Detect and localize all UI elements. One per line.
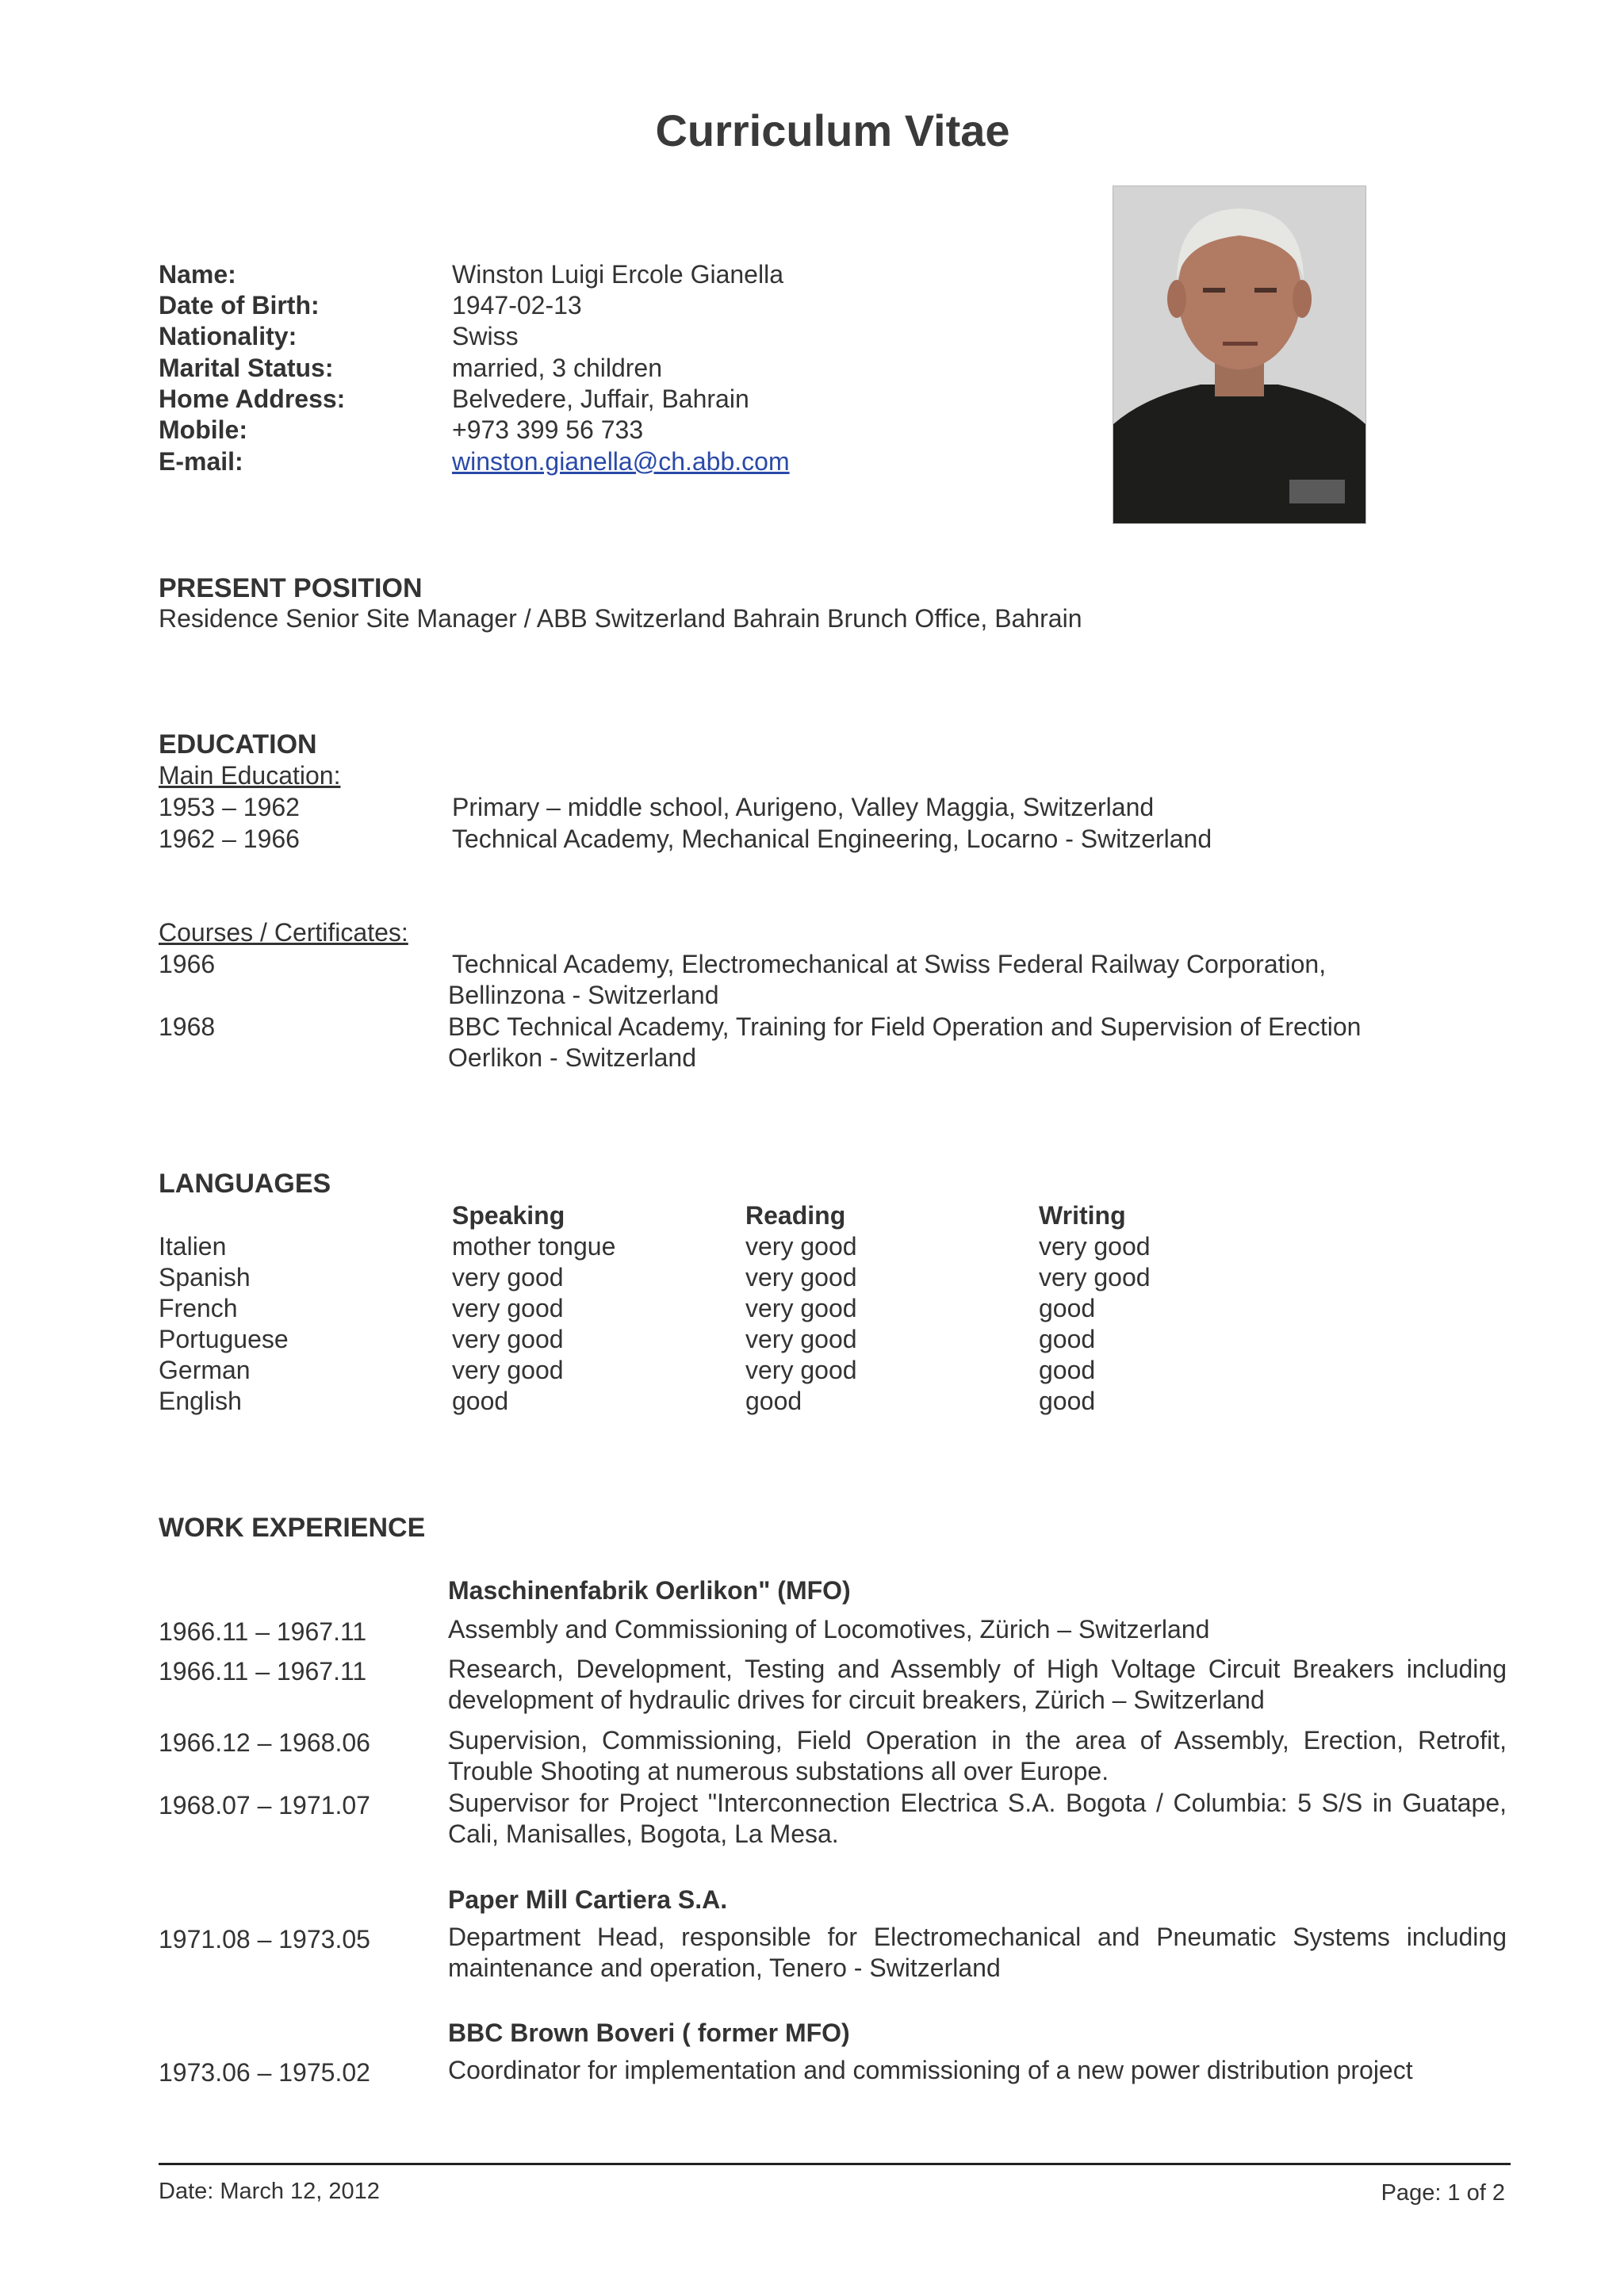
present-position-heading: PRESENT POSITION: [159, 573, 423, 603]
languages-heading: LANGUAGES: [159, 1169, 331, 1199]
writing-level: good: [1039, 1387, 1096, 1415]
name-value: Winston Luigi Ercole Gianella: [452, 260, 783, 289]
education-years: 1962 – 1966: [159, 825, 300, 853]
marital-status-label: Marital Status:: [159, 354, 334, 382]
language-name: Portuguese: [159, 1325, 289, 1353]
work-dates: 1973.06 – 1975.02: [159, 2058, 370, 2087]
reading-level: very good: [745, 1263, 857, 1292]
work-dates: 1968.07 – 1971.07: [159, 1791, 370, 1820]
marital-status-value: married, 3 children: [452, 354, 662, 382]
education-desc: Primary – middle school, Aurigeno, Valley Maggia, Switzerland: [452, 793, 1155, 821]
work-dates: 1971.08 – 1973.05: [159, 1925, 370, 1954]
work-description: Coordinator for implementation and commissioning of a new power distribution project: [448, 2056, 1413, 2084]
email-label: E-mail:: [159, 447, 243, 476]
reading-level: good: [745, 1387, 802, 1415]
document-title: Curriculum Vitae: [655, 105, 1010, 155]
footer-date: Date: March 12, 2012: [159, 2179, 380, 2204]
portrait-image: [1113, 186, 1365, 523]
dob-label: Date of Birth:: [159, 291, 320, 320]
writing-level: very good: [1039, 1232, 1151, 1261]
education-years: 1953 – 1962: [159, 793, 300, 821]
work-dates: 1966.12 – 1968.06: [159, 1728, 370, 1757]
reading-level: very good: [745, 1356, 857, 1384]
company-name: Maschinenfabrik Oerlikon" (MFO): [448, 1576, 851, 1605]
portrait-photo: [1113, 186, 1366, 524]
speaking-level: good: [452, 1387, 509, 1415]
company-name: Paper Mill Cartiera S.A.: [448, 1885, 728, 1914]
work-experience-heading: WORK EXPERIENCE: [159, 1513, 426, 1543]
main-education-label: Main Education:: [159, 761, 341, 790]
footer-page-number: Page: 1 of 2: [1381, 2180, 1505, 2206]
work-description: Research, Development, Testing and Assembly of High Voltage Circuit Breakers including development of hydraulic drives for circuit breakers, Zürich – Switzerland: [448, 1655, 1507, 1714]
home-address-label: Home Address:: [159, 385, 346, 413]
speaking-level: very good: [452, 1294, 564, 1322]
language-name: Spanish: [159, 1263, 251, 1292]
course-year: 1968: [159, 1012, 216, 1041]
speaking-level: mother tongue: [452, 1232, 616, 1261]
nationality-value: Swiss: [452, 322, 519, 350]
courses-certificates-label: Courses / Certificates:: [159, 918, 408, 947]
education-desc: Technical Academy, Mechanical Engineering, Locarno - Switzerland: [452, 825, 1212, 853]
work-dates: 1966.11 – 1967.11: [159, 1657, 367, 1686]
course-desc: Technical Academy, Electromechanical at Swiss Federal Railway Corporation,: [452, 950, 1327, 978]
speaking-level: very good: [452, 1325, 564, 1353]
language-name: English: [159, 1387, 242, 1415]
company-name: BBC Brown Boveri ( former MFO): [448, 2019, 850, 2047]
email-link[interactable]: winston.gianella@ch.abb.com: [452, 447, 790, 476]
writing-level: good: [1039, 1294, 1096, 1322]
reading-level: very good: [745, 1325, 857, 1353]
reading-level: very good: [745, 1294, 857, 1322]
reading-header: Reading: [745, 1201, 846, 1230]
speaking-level: very good: [452, 1263, 564, 1292]
mobile-label: Mobile:: [159, 415, 247, 444]
work-description: Department Head, responsible for Electromechanical and Pneumatic Systems including maintenance and operation, Tenero - Switzerland: [448, 1923, 1507, 1982]
present-position-text: Residence Senior Site Manager / ABB Switzerland Bahrain Brunch Office, Bahrain: [159, 604, 1082, 633]
nationality-label: Nationality:: [159, 322, 297, 350]
course-year: 1966: [159, 950, 216, 978]
course-desc: BBC Technical Academy, Training for Field Operation and Supervision of Erection: [448, 1012, 1362, 1041]
course-desc-continued: Oerlikon - Switzerland: [448, 1043, 696, 1072]
speaking-header: Speaking: [452, 1201, 565, 1230]
work-description: Supervisor for Project "Interconnection Electrica S.A. Bogota / Columbia: 5 S/S in Guatape, Cali, Manisalles, Bogota, La Mesa.: [448, 1789, 1507, 1848]
work-description: Assembly and Commissioning of Locomotives, Zürich – Switzerland: [448, 1615, 1210, 1644]
language-name: Italien: [159, 1232, 227, 1261]
writing-level: good: [1039, 1325, 1096, 1353]
writing-header: Writing: [1039, 1201, 1126, 1230]
footer-divider: [159, 2163, 1511, 2165]
name-label: Name:: [159, 260, 236, 289]
language-name: French: [159, 1294, 238, 1322]
speaking-level: very good: [452, 1356, 564, 1384]
mobile-value: +973 399 56 733: [452, 415, 644, 444]
home-address-value: Belvedere, Juffair, Bahrain: [452, 385, 749, 413]
writing-level: good: [1039, 1356, 1096, 1384]
work-dates: 1966.11 – 1967.11: [159, 1617, 367, 1646]
language-name: German: [159, 1356, 251, 1384]
work-description: Supervision, Commissioning, Field Operation in the area of Assembly, Erection, Retrofit, Trouble Shooting at numerous substations all over Europe.: [448, 1726, 1507, 1785]
course-desc-continued: Bellinzona - Switzerland: [448, 981, 719, 1009]
dob-value: 1947-02-13: [452, 291, 582, 320]
writing-level: very good: [1039, 1263, 1151, 1292]
education-heading: EDUCATION: [159, 729, 317, 760]
reading-level: very good: [745, 1232, 857, 1261]
